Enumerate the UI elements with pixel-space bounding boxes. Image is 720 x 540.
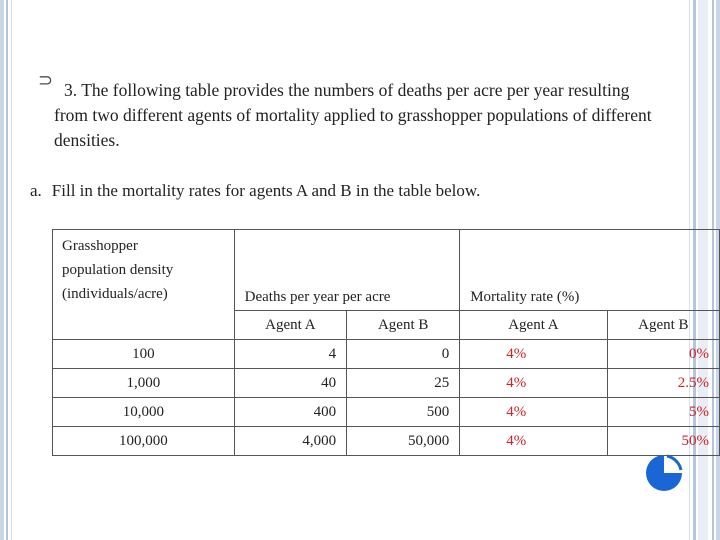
table-row bbox=[53, 369, 720, 398]
frame-stripe-left-inner bbox=[6, 0, 8, 540]
subheader-deaths-agent-a: Agent A bbox=[234, 311, 347, 340]
density-cell: 10,000 bbox=[53, 398, 235, 427]
question-text bbox=[54, 78, 664, 153]
density-header-line: (individuals/acre) bbox=[62, 286, 168, 302]
subheader-rate-agent-a: Agent A bbox=[460, 311, 607, 340]
rate-a-cell: 4% bbox=[460, 340, 607, 369]
table-row bbox=[53, 427, 720, 456]
density-header-line: population density bbox=[62, 262, 174, 278]
question-number: 3. bbox=[64, 80, 78, 100]
frame-stripe-left-outer bbox=[0, 0, 4, 540]
rate-b-cell: 0% bbox=[607, 340, 719, 369]
rate-a-cell: 4% bbox=[460, 427, 607, 456]
subquestion-text: Fill in the mortality rates for agents A and B in the table below. bbox=[51, 181, 481, 200]
table-row bbox=[53, 398, 720, 427]
deaths-b-cell: 50,000 bbox=[347, 427, 460, 456]
subheader-rate-agent-b: Agent B bbox=[607, 311, 719, 340]
deaths-a-cell: 4 bbox=[234, 340, 347, 369]
rate-header: Mortality rate (%) bbox=[460, 230, 720, 311]
table-header-row bbox=[53, 230, 720, 311]
frame-stripe-left-thin bbox=[11, 0, 12, 540]
subheader-deaths-agent-b: Agent B bbox=[347, 311, 460, 340]
deaths-a-cell: 4,000 bbox=[234, 427, 347, 456]
subquestion-label: a. bbox=[30, 181, 42, 200]
question-body: The following table provides the numbers of deaths per acre per year resulting from two different agents of mortality applied to grasshopper populations of different densities. bbox=[54, 80, 652, 150]
rate-b-cell: 5% bbox=[607, 398, 719, 427]
table-row bbox=[53, 340, 720, 369]
rate-a-cell: 4% bbox=[460, 398, 607, 427]
rate-a-cell: 4% bbox=[460, 369, 607, 398]
deaths-b-cell: 0 bbox=[347, 340, 460, 369]
density-cell: 100 bbox=[53, 340, 235, 369]
blue-circle-icon bbox=[643, 452, 685, 494]
density-cell: 1,000 bbox=[53, 369, 235, 398]
density-cell: 100,000 bbox=[53, 427, 235, 456]
blue-arc-shape bbox=[667, 456, 681, 470]
deaths-a-cell: 400 bbox=[234, 398, 347, 427]
rate-b-cell: 2.5% bbox=[607, 369, 719, 398]
deaths-header: Deaths per year per acre bbox=[234, 230, 460, 311]
hook-bullet-icon: ⊃ bbox=[38, 70, 54, 91]
density-header-line: Grasshopper bbox=[62, 238, 138, 254]
rate-b-cell: 50% bbox=[607, 427, 719, 456]
deaths-a-cell: 40 bbox=[234, 369, 347, 398]
density-header-cell bbox=[53, 230, 235, 340]
mortality-table bbox=[52, 229, 720, 456]
deaths-b-cell: 25 bbox=[347, 369, 460, 398]
deaths-b-cell: 500 bbox=[347, 398, 460, 427]
subquestion bbox=[30, 181, 480, 201]
